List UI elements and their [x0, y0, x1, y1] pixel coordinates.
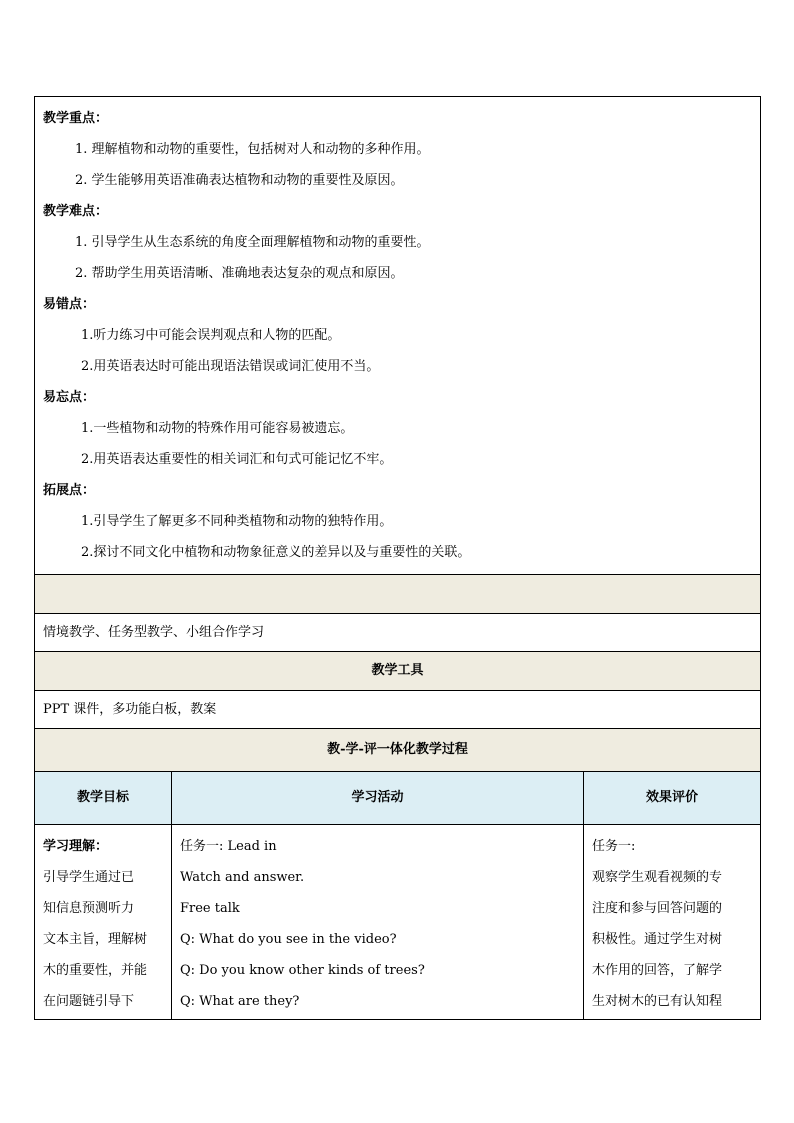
column-header-activity: 学习活动	[172, 772, 584, 825]
evaluation-line: 注度和参与回答问题的	[592, 901, 723, 916]
column-header-goal: 教学目标	[35, 772, 172, 825]
evaluation-line: 观察学生观看视频的专	[592, 870, 723, 885]
error-point-item: 1.听力练习中可能会误判观点和人物的匹配。	[81, 328, 341, 343]
teaching-methods-text: 情境教学、任务型教学、小组合作学习	[35, 614, 761, 652]
extension-point-item: 1.引导学生了解更多不同种类植物和动物的独特作用。	[81, 514, 393, 529]
activity-line: Q: Do you know other kinds of trees?	[180, 963, 425, 978]
empty-section-band	[35, 575, 761, 614]
key-points-heading: 教学重点：	[43, 111, 109, 126]
evaluation-cell	[584, 825, 761, 1020]
forget-point-item: 1.一些植物和动物的特殊作用可能容易被遗忘。	[81, 421, 354, 436]
evaluation-line: 积极性。通过学生对树	[592, 932, 723, 947]
difficult-point-item: 1. 引导学生从生态系统的角度全面理解植物和动物的重要性。	[75, 235, 430, 250]
activity-line: Q: What are they?	[180, 994, 300, 1009]
activity-line: Free talk	[180, 901, 240, 916]
goal-line: 在问题链引导下	[43, 994, 135, 1009]
tools-text: PPT 课件，多功能白板，教案	[35, 691, 761, 729]
key-point-item: 2. 学生能够用英语准确表达植物和动物的重要性及原因。	[75, 173, 404, 188]
error-points-heading: 易错点：	[43, 297, 96, 312]
activity-line: Watch and answer.	[180, 870, 305, 885]
forget-point-item: 2.用英语表达重要性的相关词汇和句式可能记忆不牢。	[81, 452, 393, 467]
goal-line: 木的重要性，并能	[43, 963, 148, 978]
extension-point-item: 2.探讨不同文化中植物和动物象征意义的差异以及与重要性的关联。	[81, 545, 471, 560]
goal-line: 知信息预测听力	[43, 901, 135, 916]
difficult-points-heading: 教学难点：	[43, 204, 109, 219]
evaluation-line: 任务一:	[592, 839, 636, 854]
key-point-item: 1. 理解植物和动物的重要性，包括树对人和动物的多种作用。	[75, 142, 430, 157]
difficult-point-item: 2. 帮助学生用英语清晰、准确地表达复杂的观点和原因。	[75, 266, 404, 281]
activity-line: Q: What do you see in the video?	[180, 932, 397, 947]
evaluation-line: 木作用的回答，了解学	[592, 963, 723, 978]
extension-points-heading: 拓展点：	[43, 483, 96, 498]
activity-line: 任务一: Lead in	[180, 839, 277, 854]
teaching-points-cell	[35, 97, 761, 575]
tools-title: 教学工具	[35, 652, 761, 691]
error-point-item: 2.用英语表达时可能出现语法错误或词汇使用不当。	[81, 359, 380, 374]
lesson-plan-table	[34, 96, 761, 1020]
goal-cell	[35, 825, 172, 1020]
goal-line: 引导学生通过已	[43, 870, 135, 885]
process-title: 教-学-评一体化教学过程	[35, 729, 761, 772]
forget-points-heading: 易忘点：	[43, 390, 96, 405]
activity-cell	[172, 825, 584, 1020]
goal-line: 文本主旨，理解树	[43, 932, 148, 947]
column-header-evaluation: 效果评价	[584, 772, 761, 825]
goal-heading: 学习理解：	[43, 839, 109, 854]
evaluation-line: 生对树木的已有认知程	[592, 994, 723, 1009]
